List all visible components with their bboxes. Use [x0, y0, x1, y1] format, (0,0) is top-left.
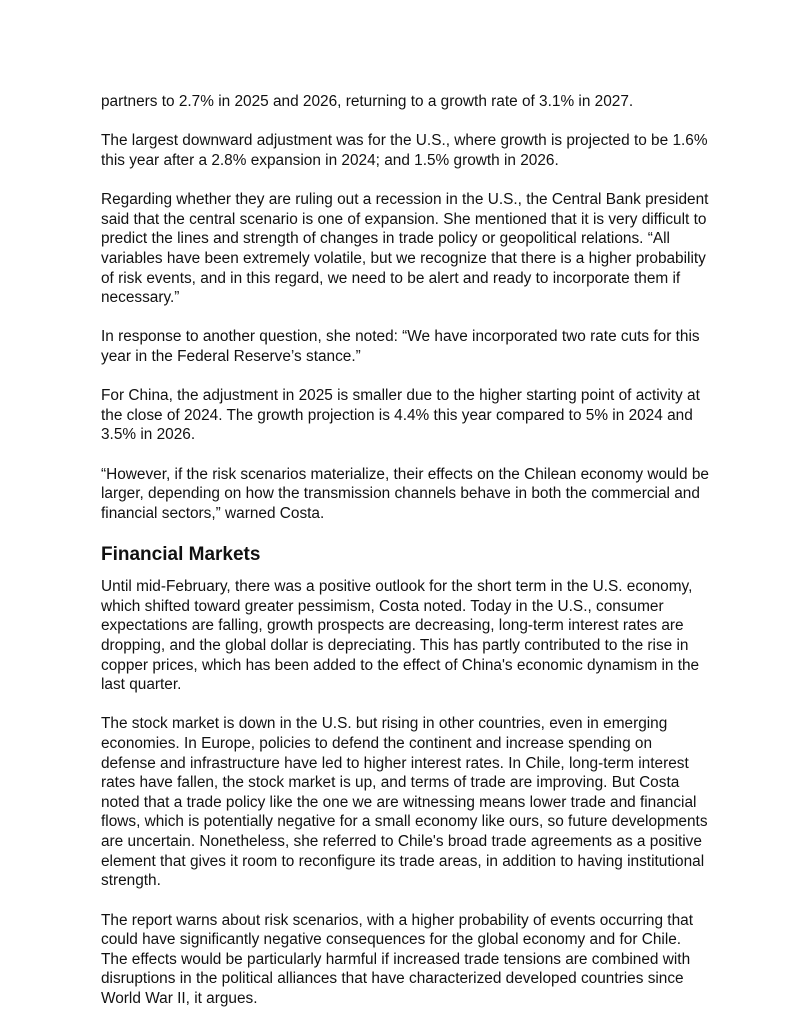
paragraph-china-projection: For China, the adjustment in 2025 is smaller due to the higher starting point of activity at the close of 2024. The growth projection is 4.4% this year compared to 5% in 2024 and 3.5% in 2026.	[101, 387, 700, 444]
document-page	[101, 92, 711, 1028]
paragraph-rate-cuts: In response to another question, she noted: “We have incorporated two rate cuts for this year in the Federal Reserve’s stance.”	[101, 328, 700, 365]
paragraph-us-adjustment: The largest downward adjustment was for the U.S., where growth is projected to be 1.6% this year after a 2.8% expansion in 2024; and 1.5% growth in 2026.	[101, 132, 708, 169]
paragraph-stock-markets: The stock market is down in the U.S. but rising in other countries, even in emerging economies. In Europe, policies to defend the continent and increase spending on defense and infrastructure have led to higher interest rates. In Chile, long-term interest rates have fallen, the stock market is up, and terms of trade are improving. But Costa noted that a trade policy like the one we are witnessing means lower trade and financial flows, which is potentially negative for a small economy like ours, so future developments are uncertain. Nonetheless, she referred to Chile's broad trade agreements as a positive element that gives it room to reconfigure its trade areas, in addition to having institutional strength.	[101, 715, 708, 890]
paragraph-risk-scenarios-quote: “However, if the risk scenarios materialize, their effects on the Chilean economy would be larger, depending on how the transmission channels behave in both the commercial and financial sectors,” warned Costa.	[101, 465, 709, 522]
paragraph-report-warning: The report warns about risk scenarios, with a higher probability of events occurring that could have significantly negative consequences for the global economy and for Chile. The effects would be particularly harmful if increased trade tensions are combined with disruptions in the political alliances that have characterized developed countries since World War II, it argues.	[101, 911, 693, 1007]
paragraph-recession-question: Regarding whether they are ruling out a recession in the U.S., the Central Bank president said that the central scenario is one of expansion. She mentioned that it is very difficult to predict the lines and strength of changes in trade policy or geopolitical relations. “All variables have been extremely volatile, but we recognize that there is a higher probability of risk events, and in this regard, we need to be alert and ready to incorporate them if necessary.”	[101, 191, 709, 307]
paragraph-us-outlook: Until mid-February, there was a positive outlook for the short term in the U.S. economy, which shifted toward greater pessimism, Costa noted. Today in the U.S., consumer expectations are falling, growth prospects are decreasing, long-term interest rates are dropping, and the global dollar is depreciating. This has partly contributed to the rise in copper prices, which has been added to the effect of China's economic dynamism in the last quarter.	[101, 578, 700, 694]
section-heading: Financial Markets	[101, 544, 261, 566]
paragraph-growth-partners: partners to 2.7% in 2025 and 2026, returning to a growth rate of 3.1% in 2027.	[101, 93, 634, 110]
